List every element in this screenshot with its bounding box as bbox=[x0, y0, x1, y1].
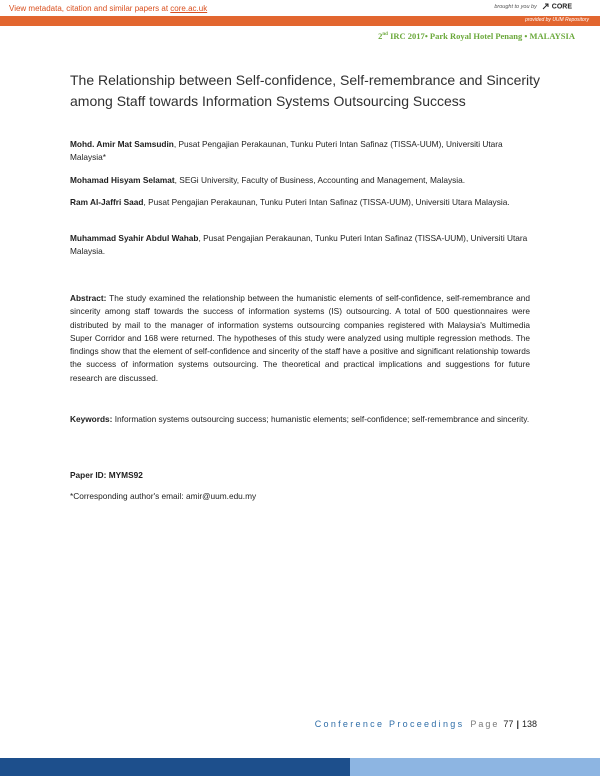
ordinal-number: 2 bbox=[378, 31, 383, 41]
author-name: Ram Al-Jaffri Saad bbox=[70, 197, 144, 207]
corresponding-author: *Corresponding author's email: amir@uum.edu.my bbox=[70, 491, 257, 501]
abstract-label: Abstract: bbox=[70, 293, 107, 303]
author-affiliation: , Pusat Pengajian Perakaunan, Tunku Puteri Intan Safinaz (TISSA-UUM), Universiti Utara Malaysia. bbox=[70, 233, 528, 256]
core-name: CORE bbox=[551, 3, 572, 11]
conference-name: IRC 2017 bbox=[387, 31, 425, 41]
page-footer bbox=[315, 719, 537, 729]
country-name: MALAYSIA bbox=[527, 31, 575, 41]
page-total: 138 bbox=[521, 719, 537, 729]
author-affiliation: , Pusat Pengajian Perakaunan, Tunku Puteri Intan Safinaz (TISSA-UUM), Universiti Utara Malaysia. bbox=[143, 197, 510, 207]
core-metadata-link[interactable] bbox=[9, 4, 207, 13]
provided-by-label: provided by UUM Repository bbox=[525, 17, 589, 23]
page-separator: | bbox=[516, 719, 519, 729]
author-name: Mohamad Hisyam Selamat bbox=[70, 175, 175, 185]
author-name: Muhammad Syahir Abdul Wahab bbox=[70, 233, 199, 243]
orange-rule bbox=[0, 16, 600, 26]
proceedings-label: Conference Proceedings bbox=[314, 719, 465, 729]
author-affiliation: , Pusat Pengajian Perakaunan, Tunku Puteri Intan Safinaz (TISSA-UUM), Universiti Utara Malaysia* bbox=[70, 139, 503, 162]
author-name: Mohd. Amir Mat Samsudin bbox=[70, 139, 174, 149]
author-entry bbox=[70, 138, 530, 164]
keywords bbox=[70, 413, 530, 426]
page-number: 77 bbox=[503, 719, 514, 729]
paper-id: Paper ID: MYMS92 bbox=[70, 470, 143, 480]
core-mark-icon bbox=[542, 3, 549, 10]
abstract-text: The study examined the relationship between the humanistic elements of self-confidence, self-remembrance and sincerity among staff towards the success of information systems (IS) outsourcing. A total of 500 questionnaires were distributed by mail to the manager of information systems outsourcing companies registered with Malaysia's Multimedia Super Corridor and 168 were returned. The hypotheses of this study were analyzed using multiple regression methods. The findings show that the element of self-confidence and sincerity of the staff have a positive and significant relationship towards the success of information systems outsourcing. The theoretical and practical implications and suggestions for future research are discussed. bbox=[70, 293, 530, 383]
abstract bbox=[70, 292, 530, 385]
author-entry bbox=[70, 196, 530, 209]
keywords-label: Keywords: bbox=[70, 414, 113, 424]
footer-bar-light bbox=[350, 758, 600, 776]
ordinal-suffix: nd bbox=[382, 32, 388, 38]
brought-by-label: brought to you by bbox=[494, 4, 537, 11]
paper-title: The Relationship between Self-confidence, Self-remembrance and Sincerity among Staff towards Information Systems Outsourcing Success bbox=[70, 72, 541, 109]
footer-bar-dark bbox=[0, 758, 350, 776]
core-link[interactable]: core.ac.uk bbox=[170, 4, 208, 13]
conference-header bbox=[378, 31, 575, 41]
core-link-prefix: View metadata, citation and similar papers at bbox=[9, 4, 171, 13]
author-entry bbox=[70, 174, 530, 187]
author-entry bbox=[70, 232, 530, 258]
venue-name: Park Royal Hotel Penang bbox=[427, 31, 525, 41]
keywords-text: Information systems outsourcing success; humanistic elements; self-confidence; self-remembrance and sincerity. bbox=[112, 414, 530, 424]
core-logo[interactable] bbox=[494, 3, 572, 10]
bullet-icon: • bbox=[424, 31, 428, 41]
page-word: Page bbox=[470, 719, 500, 729]
bullet-icon: • bbox=[524, 31, 528, 41]
author-affiliation: , SEGi University, Faculty of Business, Accounting and Management, Malaysia. bbox=[174, 175, 466, 185]
